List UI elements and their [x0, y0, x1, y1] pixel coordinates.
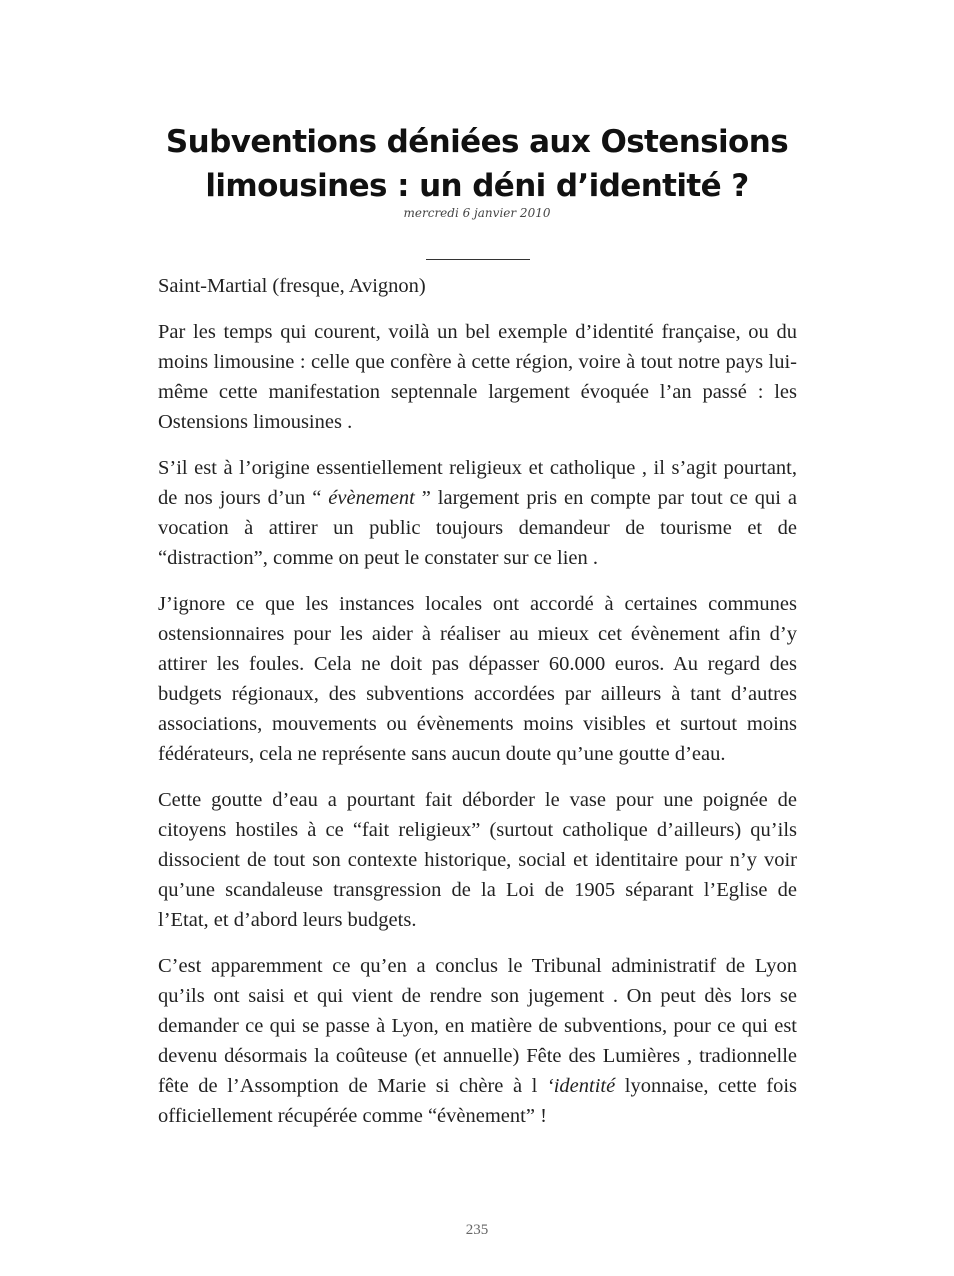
- paragraph-text: C’est apparemment ce qu’en a conclus le Tribunal administratif de Lyon qu’ils ont saisi et qui vient de rendre son jugement . On peut dès lors se demander ce qui se passe à Lyon, en matière de subventions, pour ce qui est devenu désormais la coûteuse (et annuelle) Fête des Lumières , tradionnelle fête de l’Assomption de Marie si chère à l: [158, 955, 797, 1097]
- emphasis-text: évènement: [328, 487, 415, 509]
- paragraph-text: J’ignore ce que les instances locales ont accordé à certaines communes ostensionnaires pour les aider à réaliser au mieux cet évènement afin d’y attirer les foules. Cela ne doit pas dépasser 60.000 euros. Au regard des budgets régionaux, des subventions accordées par ailleurs à tant d’autres associations, mouvements ou évènements moins visibles et surtout moins fédérateurs, cela ne représente sans aucun doute qu’une goutte d’eau.: [158, 593, 797, 765]
- paragraph-text: Cette goutte d’eau a pourtant fait déborder le vase pour une poignée de citoyens hostiles à ce “fait religieux” (surtout catholique d’ailleurs) qu’ils dissocient de tout son contexte historique, social et identitaire pour n’y voir qu’une scandaleuse transgression de la Loi de 1905 séparant l’Eglise de l’Etat, et d’abord leurs budgets.: [158, 789, 797, 931]
- paragraph-4: [158, 785, 797, 935]
- article-body: [158, 271, 797, 1147]
- article-date: mercredi 6 janvier 2010: [403, 206, 551, 220]
- paragraph-3: [158, 589, 797, 769]
- paragraph-text: S’il est à l’origine essentiellement religieux et catholique , il s’agit pourtant, de nos jours d’un “: [158, 457, 797, 509]
- emphasis-text: ‘identité: [546, 1075, 616, 1097]
- paragraph-text-continued: ” largement pris en compte par tout ce qui a vocation à attirer un public toujours demandeur de tourisme et de “distraction”, comme on peut le constater sur ce lien .: [158, 487, 797, 569]
- paragraph-1: [158, 317, 797, 437]
- article-title: Subventions déniées aux Ostensions limousines : un déni d’identité ?: [165, 124, 789, 204]
- page-number: 235: [465, 1222, 489, 1238]
- paragraph-2: [158, 453, 797, 573]
- separator-rule: [426, 259, 530, 260]
- paragraph-5: [158, 951, 797, 1131]
- paragraph-text-continued: lyonnaise, cette fois officiellement récupérée comme “évènement” !: [158, 1075, 797, 1127]
- paragraph-text: Par les temps qui courent, voilà un bel exemple d’identité française, ou du moins limousine : celle que confère à cette région, voire à tout notre pays lui-même cette manifestation septennale largement évoquée l’an passé : les Ostensions limousines .: [158, 321, 797, 433]
- image-caption: Saint-Martial (fresque, Avignon): [158, 275, 426, 297]
